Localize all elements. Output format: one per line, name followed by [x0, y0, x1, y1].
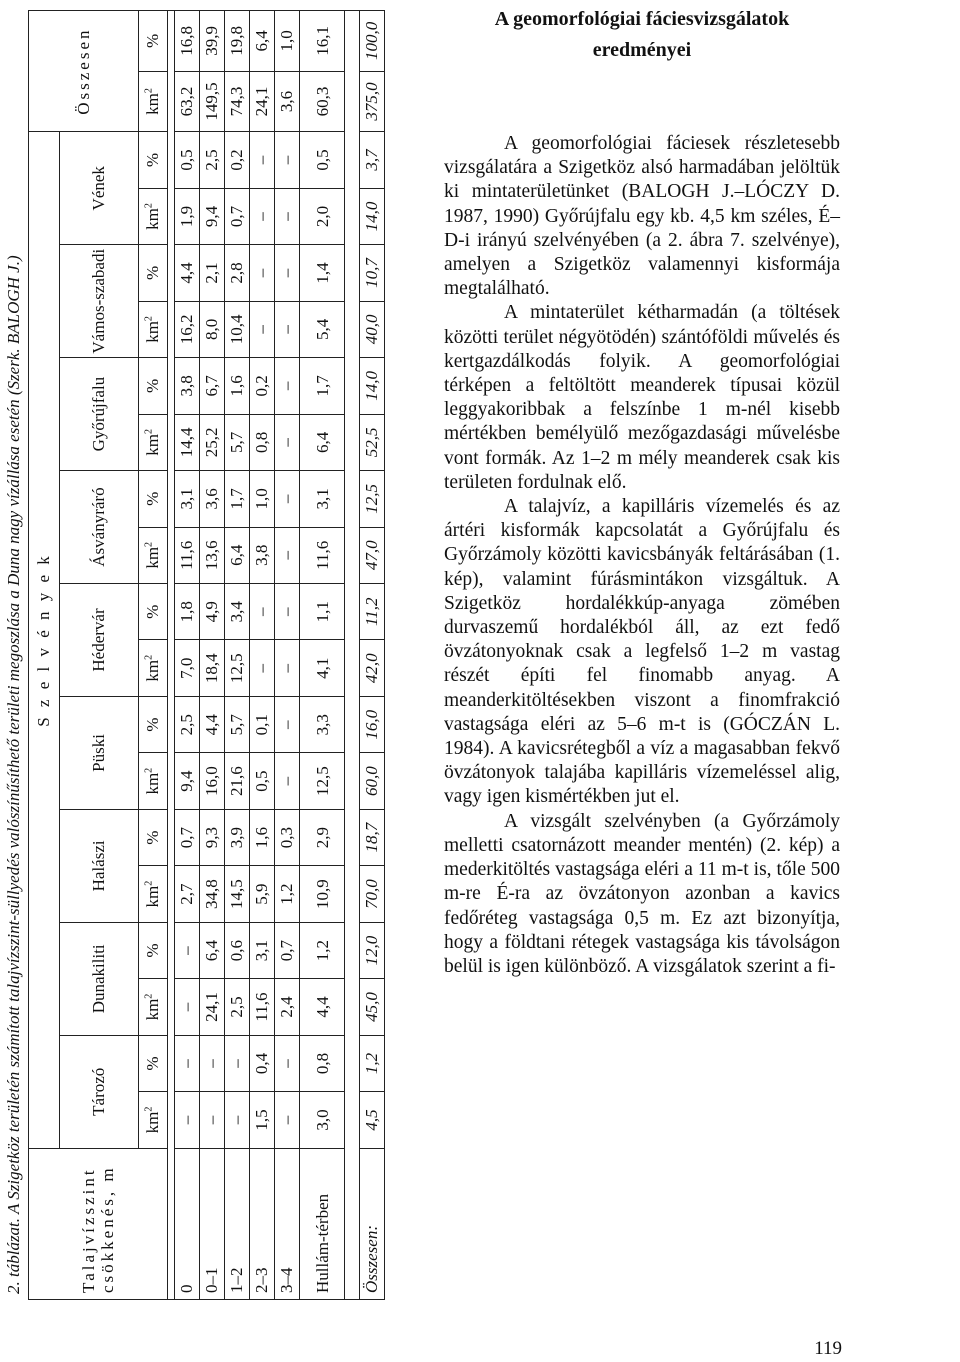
table-cell: 11,6: [250, 979, 275, 1035]
table-cell: 4,4: [300, 979, 345, 1035]
table-cell: 12,0: [360, 922, 385, 978]
table-cell: 5,4: [300, 301, 345, 357]
table-cell: 3,1: [175, 471, 200, 527]
unit-row: [139, 11, 168, 1300]
table-cell: 0,8: [300, 1035, 345, 1091]
table-cell: 3,9: [225, 809, 250, 865]
table-cell: 0,2: [225, 132, 250, 188]
table-cell: 63,2: [175, 71, 200, 132]
table-cell: 3,8: [250, 527, 275, 583]
table-cell: –: [275, 471, 300, 527]
table-cell: –: [275, 753, 300, 809]
table-cell: 39,9: [200, 11, 225, 72]
table-cell: 1,6: [250, 809, 275, 865]
table-cell: –: [275, 640, 300, 696]
table-cell: 0,7: [225, 188, 250, 244]
table-cell: 8,0: [200, 301, 225, 357]
table-cell: 4,1: [300, 640, 345, 696]
article-body: [444, 132, 840, 979]
column-header: Püski: [60, 696, 139, 809]
table-cell: 18,4: [200, 640, 225, 696]
table-cell: 14,5: [225, 866, 250, 922]
table-cell: 3,1: [300, 471, 345, 527]
table-cell: 4,5: [360, 1092, 385, 1148]
total-header: Összesen: [29, 11, 139, 132]
column-header: Győrújfalu: [60, 358, 139, 471]
row-label: 2–3: [250, 1148, 275, 1299]
table-cell: 9,4: [200, 188, 225, 244]
table-cell: 1,2: [300, 922, 345, 978]
unit-km: $km^2$: [139, 414, 168, 470]
row-label: Összesen:: [360, 1148, 385, 1299]
unit-percent: %: [139, 132, 168, 188]
table-cell: 14,0: [360, 188, 385, 244]
column-header: Vámos-szabadi: [60, 245, 139, 358]
column-header: Hédervár: [60, 584, 139, 697]
table-cell: –: [275, 696, 300, 752]
unit-km: $km^2$: [139, 979, 168, 1035]
table-cell: 3,1: [250, 922, 275, 978]
table-cell: 1,7: [225, 471, 250, 527]
table-cell: 9,3: [200, 809, 225, 865]
table-cell: –: [275, 132, 300, 188]
table-cell: –: [275, 188, 300, 244]
table-cell: 0,3: [275, 809, 300, 865]
table-cell: 18,7: [360, 809, 385, 865]
table-cell: 10,7: [360, 245, 385, 301]
table-cell: 11,6: [175, 527, 200, 583]
unit-percent: %: [139, 922, 168, 978]
table-cell: –: [175, 1092, 200, 1148]
table-cell: 16,0: [360, 696, 385, 752]
column-header-row: [60, 11, 139, 1300]
table-row: [300, 11, 345, 1300]
table-cell: 2,5: [175, 696, 200, 752]
table-cell: 1,1: [300, 584, 345, 640]
table-cell: 0,7: [275, 922, 300, 978]
unit-km: $km^2$: [139, 188, 168, 244]
table-cell: –: [175, 1035, 200, 1091]
unit-percent: %: [139, 358, 168, 414]
table-cell: 4,4: [200, 696, 225, 752]
group-header: S z e l v é n y e k: [29, 132, 60, 1148]
table-cell: 0,5: [300, 132, 345, 188]
unit-percent: %: [139, 696, 168, 752]
table-cell: 24,1: [250, 71, 275, 132]
table-cell: 12,5: [225, 640, 250, 696]
table-cell: 11,2: [360, 584, 385, 640]
table-row: [250, 11, 275, 1300]
table-cell: 0,8: [250, 414, 275, 470]
table-cell: –: [225, 1092, 250, 1148]
table-cell: 12,5: [360, 471, 385, 527]
table-cell: 42,0: [360, 640, 385, 696]
table-cell: 3,8: [175, 358, 200, 414]
unit-percent: %: [139, 471, 168, 527]
table-cell: 25,2: [200, 414, 225, 470]
column-header: Dunakiliti: [60, 922, 139, 1035]
data-table: [28, 10, 385, 1300]
table-cell: 4,9: [200, 584, 225, 640]
table-cell: 60,3: [300, 71, 345, 132]
unit-percent: %: [139, 584, 168, 640]
table-cell: 3,6: [275, 71, 300, 132]
table-cell: 3,6: [200, 471, 225, 527]
table-cell: 2,9: [300, 809, 345, 865]
table-cell: 1,2: [360, 1035, 385, 1091]
unit-km: $km^2$: [139, 640, 168, 696]
table-cell: 2,8: [225, 245, 250, 301]
table-cell: 70,0: [360, 866, 385, 922]
table-cell: –: [175, 979, 200, 1035]
table-cell: 1,0: [275, 11, 300, 72]
table-cell: –: [250, 132, 275, 188]
table-cell: 1,5: [250, 1092, 275, 1148]
heading-line-1: A geomorfológiai fáciesvizsgálatok: [494, 8, 790, 30]
unit-km: $km^2$: [139, 71, 168, 132]
table-cell: 0,2: [250, 358, 275, 414]
table-cell: 3,7: [360, 132, 385, 188]
table-cell: 1,6: [225, 358, 250, 414]
row-label: Hullám-térben: [300, 1148, 345, 1299]
table-cell: 4,4: [175, 245, 200, 301]
table-cell: 14,4: [175, 414, 200, 470]
table-cell: –: [275, 245, 300, 301]
table-cell: 14,0: [360, 358, 385, 414]
unit-km: $km^2$: [139, 301, 168, 357]
table-cell: 7,0: [175, 640, 200, 696]
unit-km: $km^2$: [139, 866, 168, 922]
table-cell: 6,4: [225, 527, 250, 583]
table-cell: 5,9: [250, 866, 275, 922]
table-cell: –: [275, 1035, 300, 1091]
table-cell: 2,5: [225, 979, 250, 1035]
table-cell: –: [200, 1092, 225, 1148]
table-cell: 3,3: [300, 696, 345, 752]
table-cell: 6,7: [200, 358, 225, 414]
table-row: [275, 11, 300, 1300]
table-cell: 6,4: [250, 11, 275, 72]
unit-km: $km^2$: [139, 1092, 168, 1148]
table-cell: –: [200, 1035, 225, 1091]
row-label: 0–1: [200, 1148, 225, 1299]
table-cell: –: [275, 584, 300, 640]
table-cell: 0,6: [225, 922, 250, 978]
row-label: 0: [175, 1148, 200, 1299]
column-header: Ásványráró: [60, 471, 139, 584]
article-column: [444, 0, 840, 979]
table-cell: 1,7: [300, 358, 345, 414]
table-row: [175, 11, 200, 1300]
table-cell: 16,0: [200, 753, 225, 809]
table-cell: 21,6: [225, 753, 250, 809]
table-cell: 1,0: [250, 471, 275, 527]
unit-percent: %: [139, 809, 168, 865]
table-cell: 0,4: [250, 1035, 275, 1091]
table-cell: 6,4: [200, 922, 225, 978]
table-cell: 10,4: [225, 301, 250, 357]
table-cell: 13,6: [200, 527, 225, 583]
page-number: 119: [814, 1338, 842, 1359]
table-cell: 19,8: [225, 11, 250, 72]
table-cell: 1,8: [175, 584, 200, 640]
paragraph: A vizsgált szelvényben (a Győrzámoly melletti csatornázott meander mentén) (2. kép) a mederkitöltés vastagsága eléri a 11 m-t is, tőle 500 m-re É-ra az övzátonyon azonban a kavics fedőréteg vastagsága 0,5 m. Ez azt bizonyítja, hogy a földtani rétegek vastagsága kis távolságon belül is igen különböző. A vizsgálatok szerint a fi-: [444, 810, 840, 977]
table-cell: –: [275, 301, 300, 357]
table-body: [168, 11, 385, 1300]
table-cell: 0,5: [175, 132, 200, 188]
table-cell: –: [250, 188, 275, 244]
table-row: [200, 11, 225, 1300]
table-cell: –: [275, 358, 300, 414]
table-cell: –: [275, 527, 300, 583]
table-cell: –: [175, 922, 200, 978]
unit-percent: %: [139, 1035, 168, 1091]
table-cell: 3,0: [300, 1092, 345, 1148]
paragraph: A mintaterület kétharmadán (a töltések közötti terület négyötödén) szántóföldi művelés és kertgazdálkodás folyik. A geomorfológiai térképen a feltöltött meanderek típusai közül leggyakoribbak a felszínbe 1 m-nél kisebb mértékben bemélyülő mezőgazdasági művelésbe vont formák. Az 1–2 m mély meanderek csak kis területen fordulnak elő.: [444, 302, 840, 493]
table-cell: 0,7: [175, 809, 200, 865]
table-cell: 60,0: [360, 753, 385, 809]
table-cell: 16,1: [300, 11, 345, 72]
table-cell: 47,0: [360, 527, 385, 583]
table-caption: 2. táblázat. A Szigetköz területén számított talajvízszint-süllyedés valószínűsíthető területi megoszlása a Duna nagy vízállása esetén (Szerk. BALOGH J.): [4, 255, 23, 1294]
table-cell: –: [250, 584, 275, 640]
table-cell: 5,7: [225, 414, 250, 470]
unit-percent: %: [139, 245, 168, 301]
row-header: Talajvízszint csökkenés, m: [29, 1148, 168, 1299]
table-cell: 2,1: [200, 245, 225, 301]
column-header: Vének: [60, 132, 139, 245]
unit-km: $km^2$: [139, 527, 168, 583]
table-cell: 100,0: [360, 11, 385, 72]
table-cell: –: [275, 414, 300, 470]
table-cell: 3,4: [225, 584, 250, 640]
table-cell: 12,5: [300, 753, 345, 809]
table-cell: 1,9: [175, 188, 200, 244]
paragraph: A geomorfológiai fáciesek részletesebb vizsgálatára a Szigetköz alsó harmadában jelöltük ki mintaterületünket (BALOGH J.–LÓCZY D. 1987, 1990) Győrújfalu egy kb. 4,5 km széles, É–D-i irányú szelvényében (a 2. ábra 7. szelvénye), amelyen a Szigetköz valamennyi kisformája megtalálható.: [444, 133, 840, 300]
table-cell: 0,1: [250, 696, 275, 752]
row-label: 3–4: [275, 1148, 300, 1299]
table-cell: 1,4: [300, 245, 345, 301]
paragraph: A talajvíz, a kapilláris vízemelés és az ártéri kisformák kapcsolatát a Győrújfalu és Győrzámoly közötti kavicsbányák feltárásában (1. kép), valamint fúrásmintákon vizsgáltuk. A Szigetköz hordalékkúp-anyaga zömében durvaszemű hordalékból áll, az ezt fedő övzátonyoknak csak a legfelső 1–2 m vastag részét építi fel finomabb anyag. A meanderkitöltésekben viszont a finomfrakció vastagsága eléri az 5–6 m-t is (GÓCZÁN L. 1984). A kavicsrétegből a víz a magasabban fekvő övzátonyok talajába kapilláris vízemeléssel alig, vagy igen kismértékben jut el.: [444, 496, 840, 808]
heading-line-2: eredményei: [592, 39, 692, 61]
table-cell: 5,7: [225, 696, 250, 752]
article-heading: [444, 4, 840, 66]
rotated-table-block: [0, 10, 410, 1300]
table-cell: 34,8: [200, 866, 225, 922]
table-cell: –: [250, 301, 275, 357]
row-label: 1–2: [225, 1148, 250, 1299]
table-cell: 1,2: [275, 866, 300, 922]
table-cell: –: [225, 1035, 250, 1091]
table-cell: 2,0: [300, 188, 345, 244]
table-cell: 2,7: [175, 866, 200, 922]
table-cell: –: [275, 1092, 300, 1148]
table-row: [360, 11, 385, 1300]
table-cell: 52,5: [360, 414, 385, 470]
table-cell: 6,4: [300, 414, 345, 470]
table-cell: 40,0: [360, 301, 385, 357]
column-header: Tározó: [60, 1035, 139, 1148]
table-cell: –: [250, 640, 275, 696]
table-cell: 11,6: [300, 527, 345, 583]
table-cell: 10,9: [300, 866, 345, 922]
table-cell: 2,5: [200, 132, 225, 188]
column-header: Halászi: [60, 809, 139, 922]
table-cell: 2,4: [275, 979, 300, 1035]
table-cell: 24,1: [200, 979, 225, 1035]
table-cell: 16,8: [175, 11, 200, 72]
table-cell: 0,5: [250, 753, 275, 809]
table-row: [225, 11, 250, 1300]
table-cell: 45,0: [360, 979, 385, 1035]
table-cell: 149,5: [200, 71, 225, 132]
table-cell: 74,3: [225, 71, 250, 132]
table-cell: –: [250, 245, 275, 301]
table-cell: 375,0: [360, 71, 385, 132]
table-cell: 9,4: [175, 753, 200, 809]
table-cell: 16,2: [175, 301, 200, 357]
unit-percent: %: [139, 11, 168, 72]
unit-km: $km^2$: [139, 753, 168, 809]
